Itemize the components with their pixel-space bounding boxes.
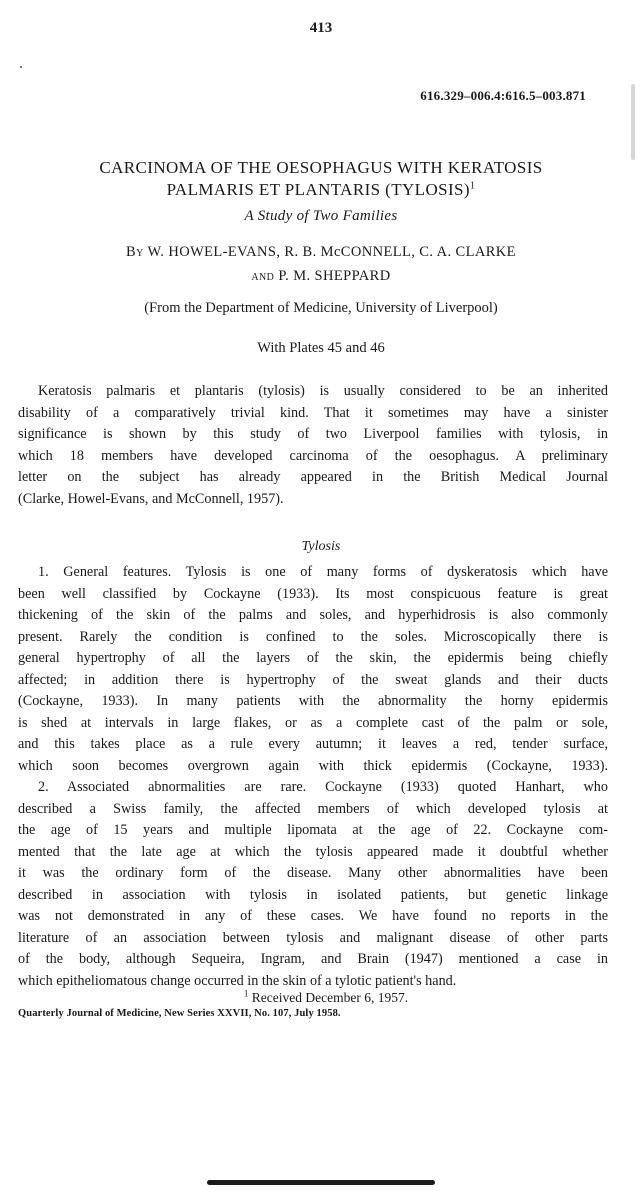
classification-code: 616.329–006.4:616.5–003.871 bbox=[420, 88, 586, 103]
body-line: is shed at intervals in large flakes, or as a complete cast of the palm or sole, bbox=[18, 714, 608, 731]
authors-by: By bbox=[126, 244, 144, 260]
section-heading: Tylosis bbox=[301, 539, 341, 554]
body-line: thickening of the skin of the palms and soles, and hyperhidrosis is also commonly bbox=[18, 607, 608, 623]
speck-mark bbox=[20, 66, 22, 68]
body-line: described in association with tylosis in isolated patients, but genetic linkage bbox=[18, 886, 608, 903]
abstract-line: letter on the subject has already appeared in the British Medical Journal bbox=[18, 469, 608, 485]
department-affiliation: (From the Department of Medicine, University of Liverpool) bbox=[144, 300, 498, 316]
body-line: 1. General features. Tylosis is one of many forms of dyskeratosis which have bbox=[38, 564, 608, 580]
body-line: described a Swiss family, the affected members of which developed tylosis at bbox=[18, 800, 608, 817]
article-title-line1: CARCINOMA OF THE OESOPHAGUS WITH KERATOSIS bbox=[99, 158, 543, 177]
body-line: mented that the late age at which the tylosis appeared made it doubtful whether bbox=[18, 843, 608, 860]
body-line: 2. Associated abnormalities are rare. Cockayne (1933) quoted Hanhart, who bbox=[38, 779, 608, 795]
body-line: (Cockayne, 1933). In many patients with the abnormality the horny epidermis bbox=[18, 693, 608, 709]
authors-and: and bbox=[251, 268, 275, 284]
footnote-text: Received December 6, 1957. bbox=[251, 990, 409, 1005]
authors-names-1: W. HOWEL-EVANS, R. B. McCONNELL, C. A. CLARKE bbox=[147, 244, 516, 260]
authors-line1 bbox=[0, 244, 642, 261]
body-line: literature of an association between tylosis and malignant disease of other parts bbox=[18, 929, 608, 946]
scrollbar[interactable] bbox=[631, 84, 635, 160]
article-title-line2-text: PALMARIS ET PLANTARIS (TYLOSIS) bbox=[166, 180, 470, 199]
body-line: present. Rarely the condition is confined to the soles. Microscopically there is bbox=[18, 628, 608, 645]
body-line: was not demonstrated in any of these cases. We have found no reports in the bbox=[18, 908, 608, 924]
abstract-line: which 18 members have developed carcinoma of the oesophagus. A preliminary bbox=[18, 447, 608, 464]
article-subtitle: A Study of Two Families bbox=[244, 208, 398, 224]
home-indicator[interactable] bbox=[207, 1180, 435, 1185]
footnote-marker: 1 bbox=[243, 988, 249, 999]
article-title-line2 bbox=[0, 179, 642, 201]
plates-note: With Plates 45 and 46 bbox=[257, 340, 385, 356]
body-line: affected; in addition there is hypertrophy of the sweat glands and their ducts bbox=[18, 671, 608, 688]
authors-names-2: P. M. SHEPPARD bbox=[278, 268, 391, 284]
abstract-line: significance is shown by this study of two Liverpool families with tylosis, in bbox=[18, 426, 608, 442]
abstract-line: disability of a comparatively trivial kind. That it sometimes may have a sinister bbox=[18, 404, 608, 421]
title-footnote-marker: 1 bbox=[469, 180, 476, 192]
body-line: of the body, although Sequeira, Ingram, and Brain (1947) mentioned a case in bbox=[18, 951, 608, 967]
authors-line2 bbox=[0, 268, 642, 285]
journal-citation: Quarterly Journal of Medicine, New Series XXVII, No. 107, July 1958. bbox=[18, 1008, 341, 1019]
body-line: which soon becomes overgrown again with thick epidermis (Cockayne, 1933). bbox=[18, 757, 608, 774]
body-text bbox=[18, 562, 608, 992]
page-number: 413 bbox=[309, 20, 333, 36]
body-line: which epitheliomatous change occurred in the skin of a tylotic patient's hand. bbox=[18, 972, 457, 989]
body-line: general hypertrophy of all the layers of the skin, the epidermis being chiefly bbox=[18, 650, 608, 666]
abstract-line: Keratosis palmaris et plantaris (tylosis) is usually considered to be an inherited bbox=[38, 383, 608, 399]
abstract-line: (Clarke, Howel-Evans, and McConnell, 1957). bbox=[18, 490, 284, 507]
body-line: it was the ordinary form of the disease. Many other abnormalities have been bbox=[18, 865, 608, 881]
body-line: the age of 15 years and multiple lipomata at the age of 22. Cockayne com- bbox=[18, 822, 608, 838]
footnote bbox=[0, 990, 642, 1006]
body-line: been well classified by Cockayne (1933). Its most conspicuous feature is great bbox=[18, 585, 608, 602]
body-line: and this takes place as a rule every autumn; it leaves a red, tender surface, bbox=[18, 736, 608, 752]
abstract-paragraph bbox=[18, 381, 608, 510]
